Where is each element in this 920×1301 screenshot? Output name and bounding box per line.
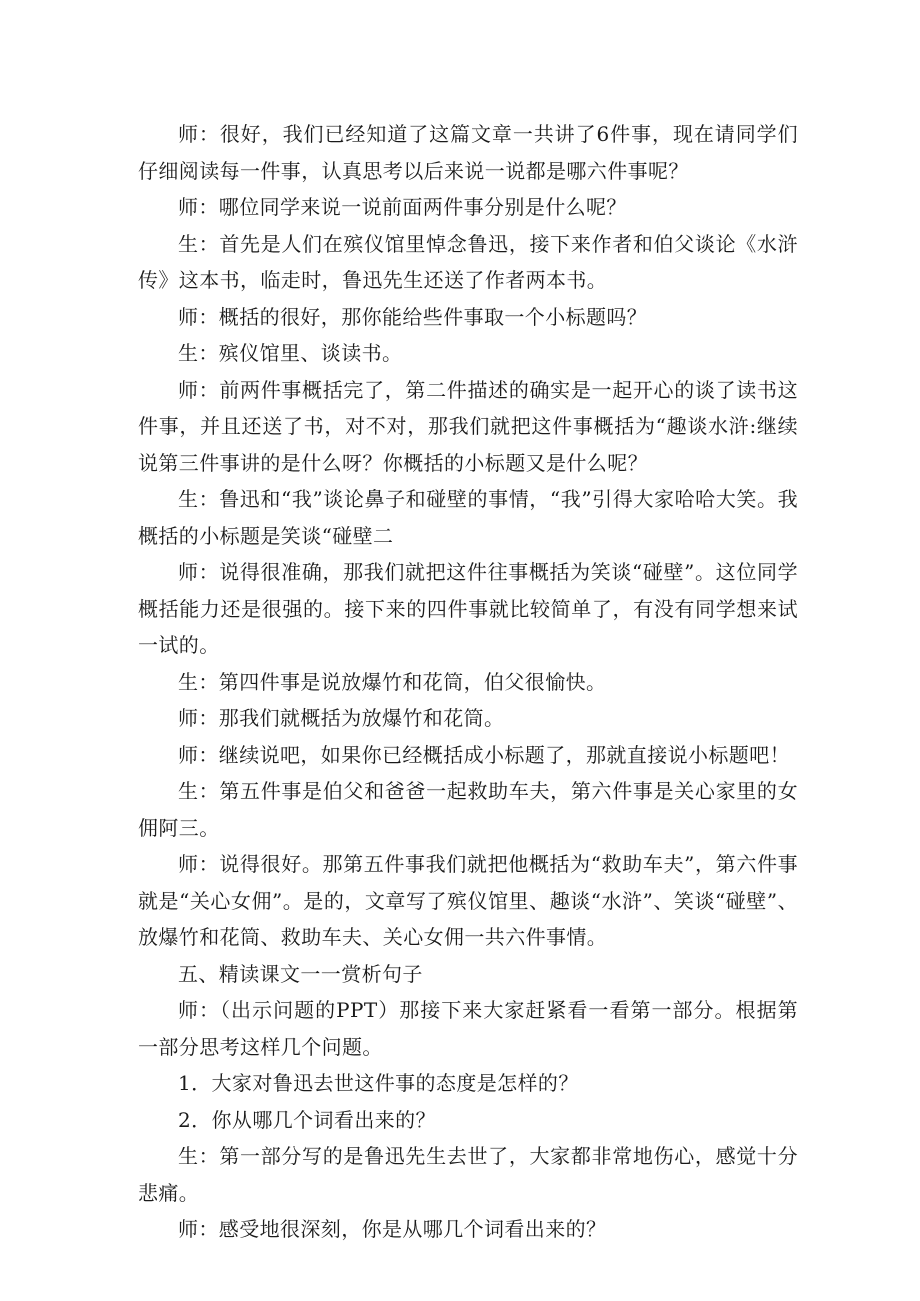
question-item: 2．你从哪几个词看出来的？ [178,1107,436,1132]
paragraph: 生：鲁迅和“我”谈论鼻子和碰壁的事情，“我”引得大家哈哈大笑。我概括的小标题是笑谈“碰壁二 [138,487,798,548]
paragraph: 生：第五件事是伯父和爸爸一起救助车夫，第六件事是关心家里的女佣阿三。 [138,779,798,840]
paragraph: 师：前两件事概括完了，第二件描述的确实是一起开心的谈了读书这件事，并且还送了书，对不对，那我们就把这件事概括为“趣谈水浒:继续说第三件事讲的是什么呀？你概括的小标题又是什么呢？ [138,377,798,475]
paragraph: 师：（出示问题的PPT）那接下来大家赶紧看一看第一部分。根据第一部分思考这样几个问题。 [138,998,798,1059]
paragraph: 师：继续说吧，如果你已经概括成小标题了，那就直接说小标题吧！ [178,742,790,767]
question-item: 1．大家对鲁迅去世这件事的态度是怎样的？ [178,1071,579,1095]
paragraph: 师：那我们就概括为放爆竹和花筒。 [178,706,505,730]
section-heading: 五、精读课文一一赏析句子 [178,961,423,986]
paragraph: 生：第一部分写的是鲁迅先生去世了，大家都非常地伤心，感觉十分悲痛。 [138,1144,798,1205]
paragraph: 师：说得很准确，那我们就把这件往事概括为笑谈“碰壁”。这位同学概括能力还是很强的。接下来的四件事就比较简单了，有没有同学想来试一试的。 [138,560,798,657]
paragraph: 生：第四件事是说放爆竹和花筒，伯父很愉快。 [178,669,607,694]
paragraph: 生：殡仪馆里、谈读书。 [178,341,403,365]
paragraph: 师：感受地很深刻，你是从哪几个词看出来的？ [178,1217,607,1241]
paragraph: 师：很好，我们已经知道了这篇文章一共讲了6件事，现在请同学们仔细阅读每一件事，认真思考以后来说一说都是哪六件事呢？ [138,122,798,183]
paragraph: 师：说得很好。那第五件事我们就把他概括为“救助车夫”，第六件事就是“关心女佣”。是的，文章写了殡仪馆里、趣谈“水浒”、笑谈“碰壁”、放爆竹和花筒、救助车夫、关心女佣一共六件事情。 [138,852,798,949]
paragraph: 师：概括的很好，那你能给些件事取一个小标题吗？ [178,304,648,329]
paragraph: 师：哪位同学来说一说前面两件事分别是什么呢？ [178,195,627,219]
lesson-transcript [138,116,798,1248]
paragraph: 生：首先是人们在殡仪馆里悼念鲁迅，接下来作者和伯父谈论《水浒传》这本书，临走时，鲁迅先生还送了作者两本书。 [138,231,798,292]
